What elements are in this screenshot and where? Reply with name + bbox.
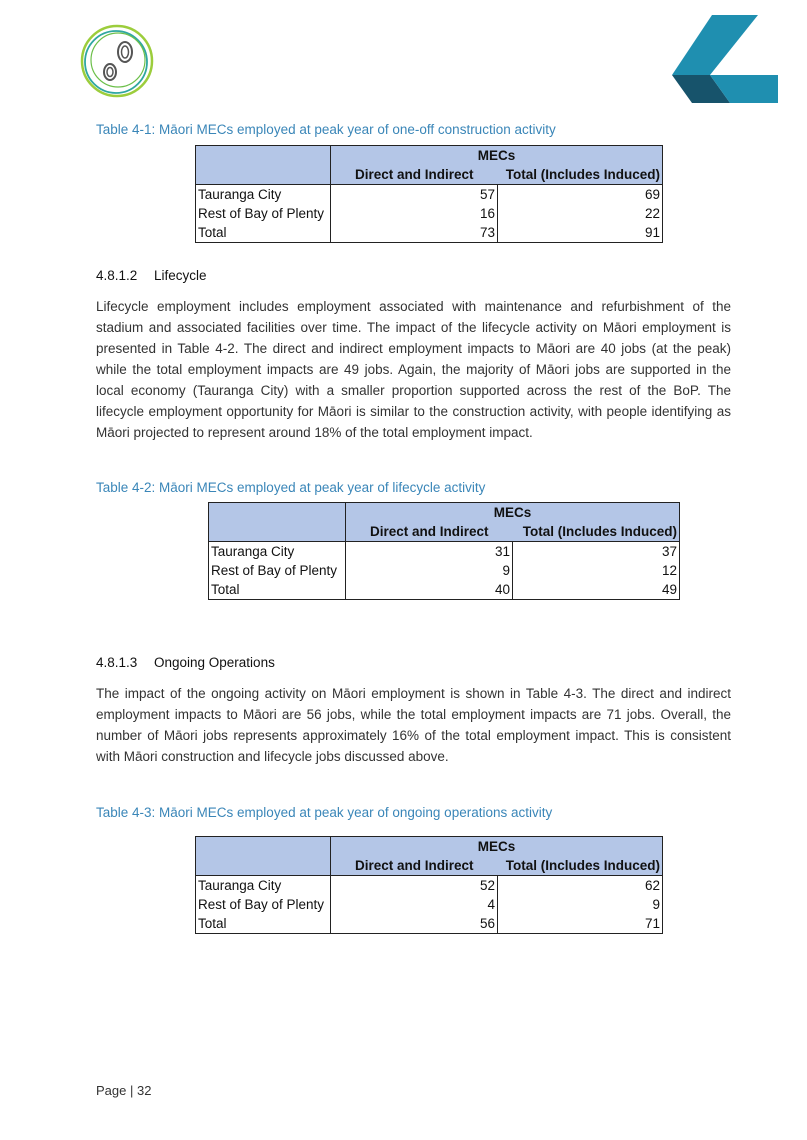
total-value: 12: [513, 561, 680, 580]
body-paragraph: The impact of the ongoing activity on Māori employment is shown in Table 4-3. The direct and indirect employment impacts to Māori are 56 jobs, while the total employment impacts are 71 jobs. Overall, the number of Māori jobs represents approximately 16% of the total employment impact. This is consistent with Māori construction and lifecycle jobs discussed above.: [96, 686, 731, 764]
section-heading-operations: [96, 655, 275, 670]
section-number: 4.8.1.2: [96, 268, 138, 283]
table-row: [196, 876, 663, 896]
direct-value: 31: [346, 542, 513, 562]
direct-value: 16: [331, 204, 498, 223]
total-value: 62: [498, 876, 663, 896]
total-value: 22: [498, 204, 663, 223]
table-row: [196, 204, 663, 223]
table-row: [209, 580, 680, 600]
direct-value: 57: [331, 185, 498, 205]
column-header-direct: Direct and Indirect: [346, 522, 513, 542]
total-value: 9: [498, 895, 663, 914]
direct-value: 73: [331, 223, 498, 243]
column-group-header: MECs: [331, 837, 663, 857]
table-row: [196, 895, 663, 914]
angular-z-logo: [670, 15, 778, 103]
row-label: Rest of Bay of Plenty: [209, 561, 346, 580]
column-group-header: MECs: [346, 503, 680, 523]
total-value: 91: [498, 223, 663, 243]
header-blank-cell: [209, 503, 346, 542]
column-header-direct: Direct and Indirect: [331, 856, 498, 876]
total-value: 71: [498, 914, 663, 934]
total-value: 37: [513, 542, 680, 562]
mec-table-lifecycle: [208, 502, 680, 600]
direct-value: 4: [331, 895, 498, 914]
direct-value: 52: [331, 876, 498, 896]
direct-value: 9: [346, 561, 513, 580]
footprints-circle-logo: [78, 22, 156, 100]
direct-value: 56: [331, 914, 498, 934]
column-header-direct: Direct and Indirect: [331, 165, 498, 185]
header-blank-cell: [196, 146, 331, 185]
row-label: Tauranga City: [196, 876, 331, 896]
section-title: Lifecycle: [154, 268, 207, 283]
table-caption: Table 4-1: Māori MECs employed at peak year of one-off construction activity: [96, 122, 556, 137]
mec-table-operations: [195, 836, 663, 934]
row-label: Tauranga City: [209, 542, 346, 562]
page-number: Page | 32: [96, 1083, 152, 1098]
table-row: [196, 185, 663, 205]
table-caption: Table 4-2: Māori MECs employed at peak year of lifecycle activity: [96, 480, 486, 495]
direct-value: 40: [346, 580, 513, 600]
body-paragraph: Lifecycle employment includes employment associated with maintenance and refurbishment of the stadium and associated facilities over time. The impact of the lifecycle activity on Māori employment is presented in Table 4-2. The direct and indirect employment impacts to Māori are 40 jobs (at the peak) while the total employment impacts are 49 jobs. Again, the majority of Māori jobs are supported in the local economy (Tauranga City) with a smaller proportion supported across the rest of the BoP. The lifecycle employment opportunity for Māori is similar to the construction activity, with people identifying as Māori projected to represent around 18% of the total employment impact.: [96, 299, 731, 440]
column-header-total: Total (Includes Induced): [513, 522, 680, 542]
total-value: 49: [513, 580, 680, 600]
row-label: Rest of Bay of Plenty: [196, 895, 331, 914]
row-label: Total: [196, 223, 331, 243]
header-blank-cell: [196, 837, 331, 876]
column-header-total: Total (Includes Induced): [498, 856, 663, 876]
row-label: Total: [209, 580, 346, 600]
row-label: Total: [196, 914, 331, 934]
table-caption: Table 4-3: Māori MECs employed at peak year of ongoing operations activity: [96, 805, 553, 820]
section-number: 4.8.1.3: [96, 655, 138, 670]
row-label: Rest of Bay of Plenty: [196, 204, 331, 223]
row-label: Tauranga City: [196, 185, 331, 205]
total-value: 69: [498, 185, 663, 205]
column-group-header: MECs: [331, 146, 663, 166]
section-heading-lifecycle: [96, 268, 207, 283]
table-row: [209, 561, 680, 580]
table-row: [209, 542, 680, 562]
table-row: [196, 223, 663, 243]
column-header-total: Total (Includes Induced): [498, 165, 663, 185]
mec-table-construction: [195, 145, 663, 243]
table-row: [196, 914, 663, 934]
section-title: Ongoing Operations: [154, 655, 275, 670]
